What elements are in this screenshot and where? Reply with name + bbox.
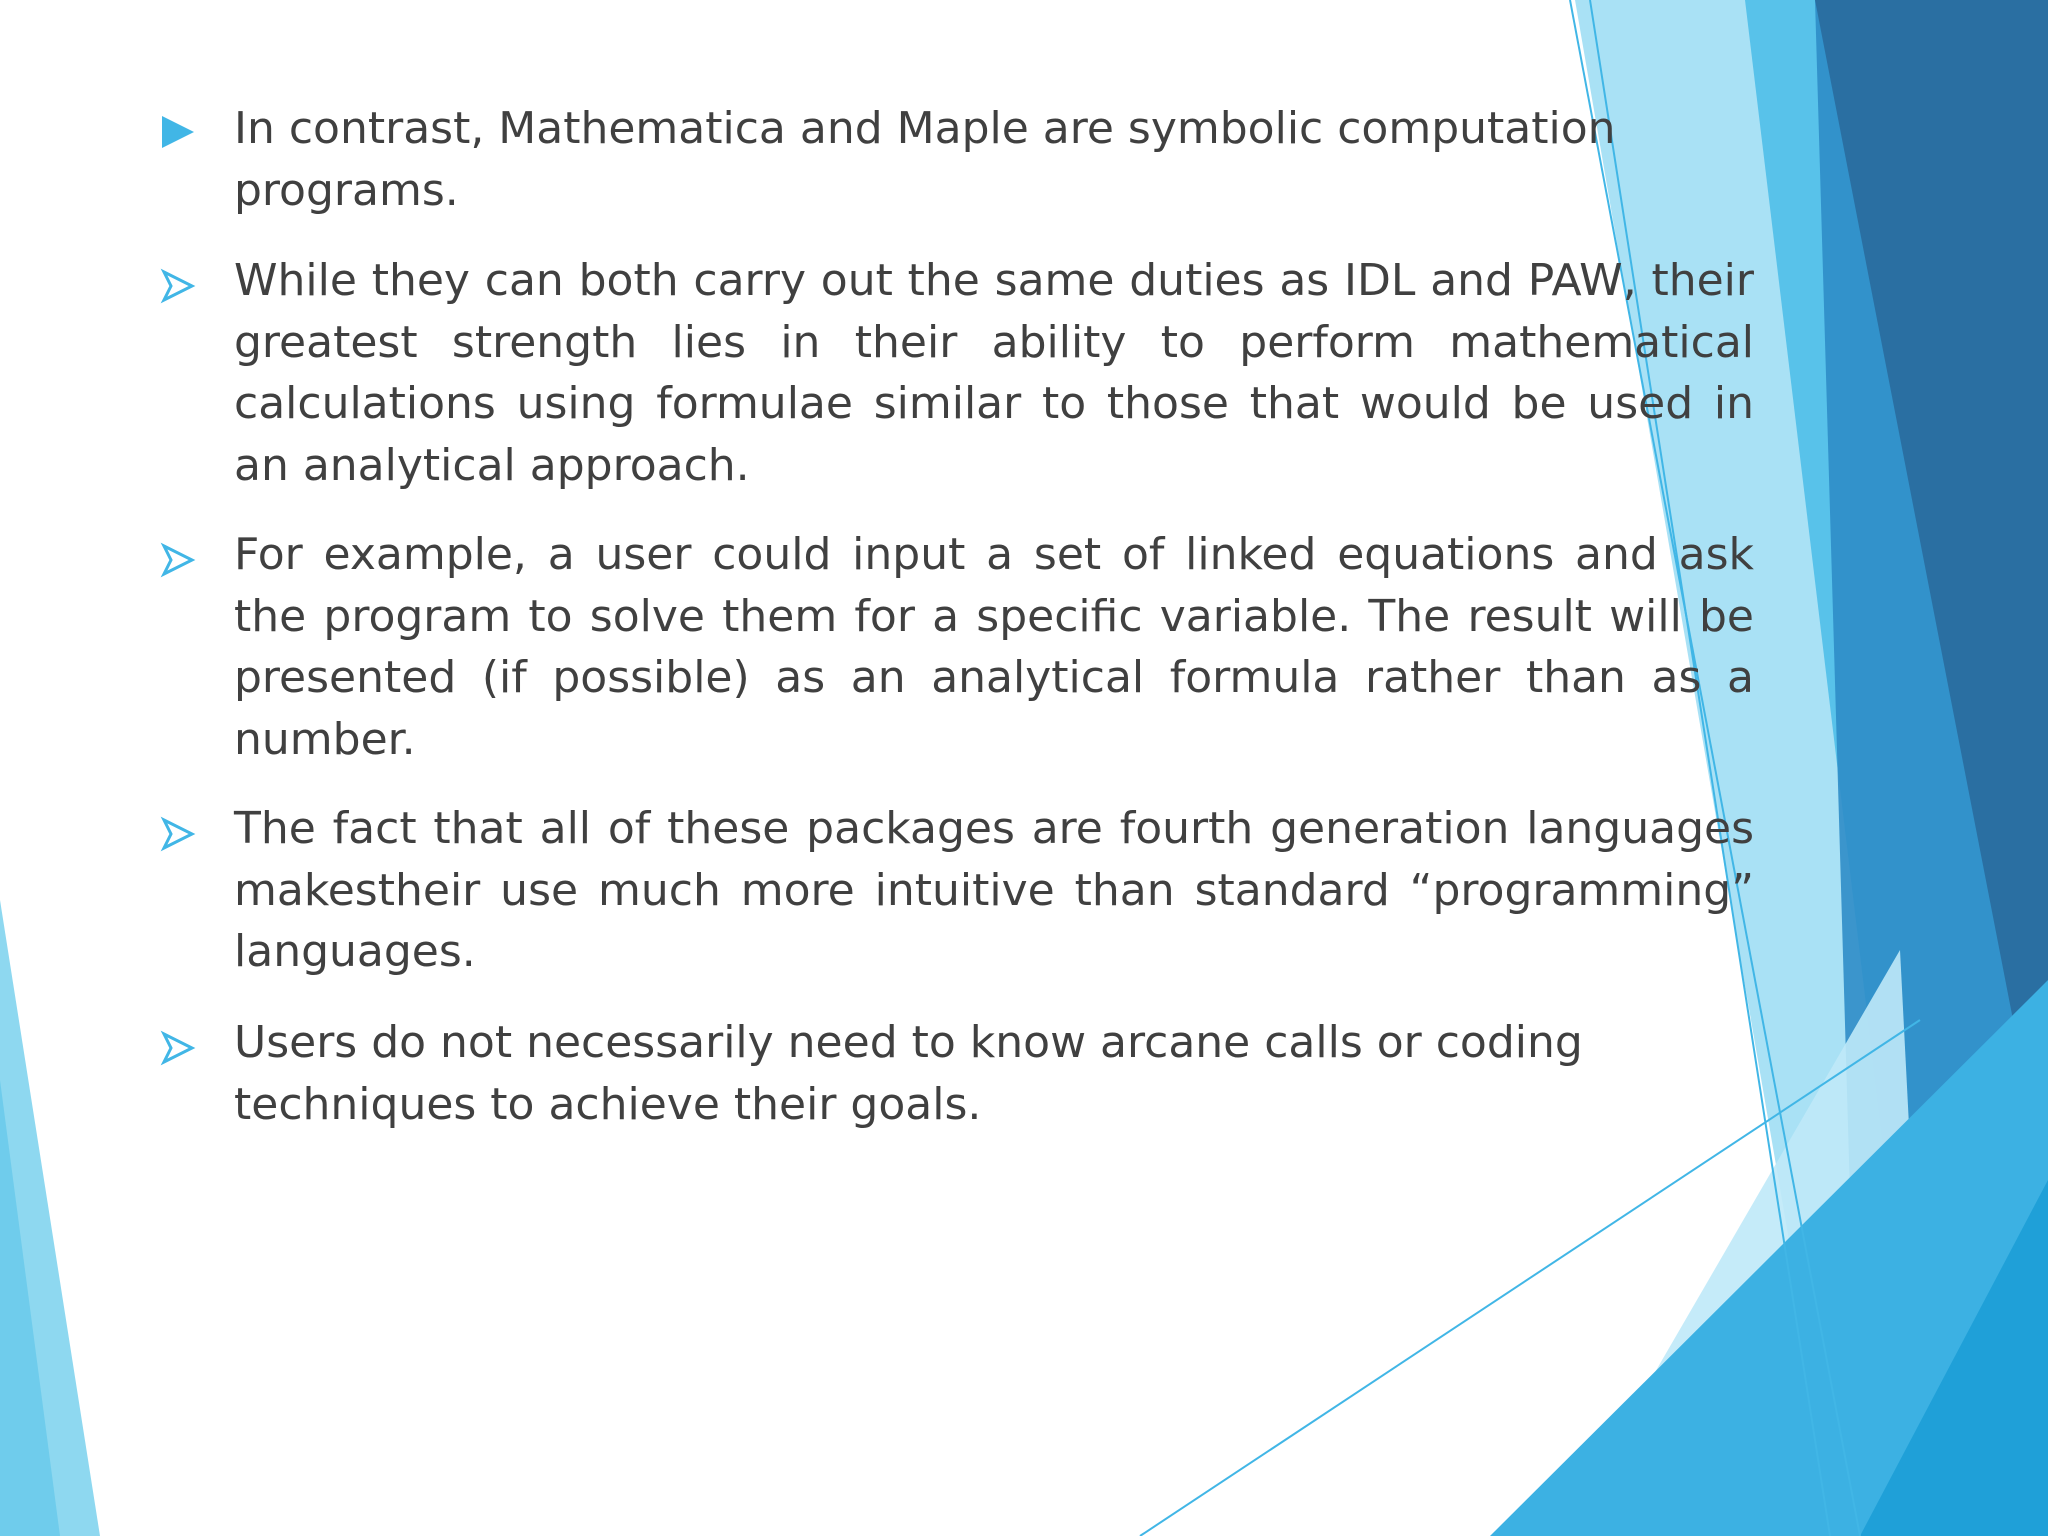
bullet-text: While they can both carry out the same duties as IDL and PAW, their greatest strength lies in their ability to perform mathematical calculations using formulae similar to those that would be used in an analytical approach. [234, 255, 1754, 491]
arrowhead-bullet-icon [158, 540, 198, 580]
arrowhead-bullet-icon [158, 266, 198, 306]
bullet-text: Users do not necessarily need to know arcane calls or coding techniques to achieve their goals. [234, 1017, 1583, 1130]
arrowhead-bullet-icon [158, 814, 198, 854]
bullet-text: For example, a user could input a set of linked equations and ask the program to solve them for a specific variable. The result will be presented (if possible) as an analytical formula rather than as a number. [234, 529, 1754, 765]
arrowhead-bullet-icon [158, 1028, 198, 1068]
bullet-text: In contrast, Mathematica and Maple are symbolic computation programs. [234, 103, 1616, 216]
triangle-bullet-icon [158, 112, 198, 152]
bullet-text: The fact that all of these packages are fourth generation languages makestheir use much more intuitive than standard “programming” languages. [234, 803, 1754, 977]
